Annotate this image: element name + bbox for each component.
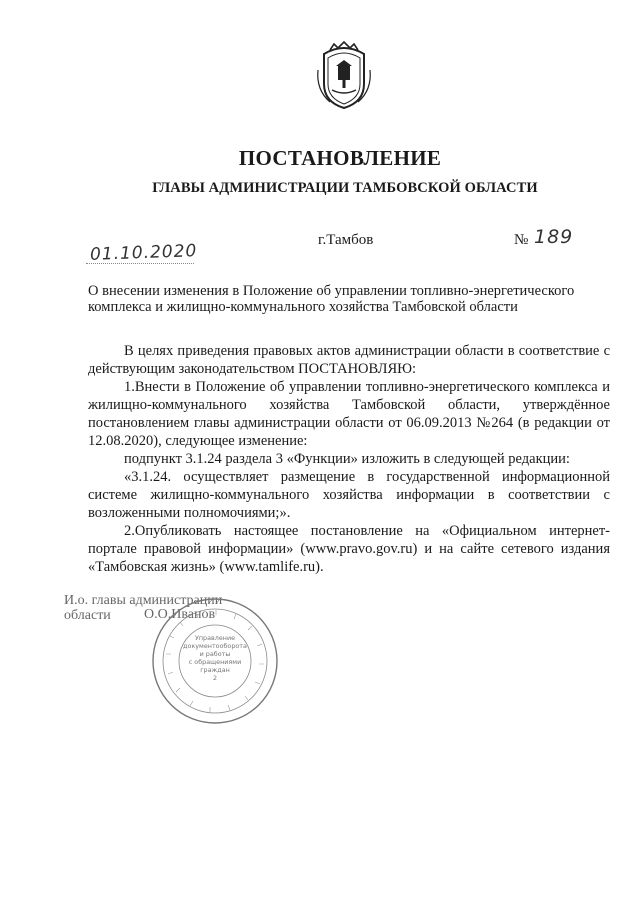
document-title: ПОСТАНОВЛЕНИЕ — [238, 146, 442, 170]
signature-position-line1: И.о. главы администрации — [64, 593, 223, 608]
document-body — [88, 342, 610, 576]
paragraph-subitem: подпункт 3.1.24 раздела 3 «Функции» изложить в следующей редакции: — [124, 451, 570, 467]
document-number: 189 — [534, 226, 574, 248]
date-underline — [86, 263, 194, 264]
paragraph-quote: «3.1.24. осуществляет размещение в государственной информационной системе жилищно-коммунального хозяйства информации в соответствии с возложенными полномочиями;». — [88, 469, 610, 521]
signature-name: О.О.Иванов — [144, 607, 216, 622]
stamp-text: Управление документооборота и работы с обращениями граждан 2 — [183, 634, 247, 682]
document-subtitle: ГЛАВЫ АДМИНИСТРАЦИИ ТАМБОВСКОЙ ОБЛАСТИ — [152, 180, 538, 196]
signature-position-line2: области — [64, 608, 111, 623]
document-subject: О внесении изменения в Положение об управлении топливно-энергетического комплекса и жилищно-коммунального хозяйства Тамбовской области — [88, 283, 575, 315]
document-date: 01.10.2020 — [89, 241, 198, 265]
tambov-coat-of-arms-icon — [314, 40, 374, 110]
document-number-label: № — [514, 232, 529, 248]
paragraph-item-2: 2.Опубликовать настоящее постановление на «Официальном интернет-портале правовой информации» (www.pravo.gov.ru) и на сайте сетевого издания «Тамбовская жизнь» (www.tamlife.ru). — [88, 523, 610, 575]
paragraph-preamble: В целях приведения правовых актов администрации области в соответствие с действующим законодательством ПОСТАНОВЛЯЮ: — [88, 343, 610, 377]
document-city: г.Тамбов — [318, 232, 374, 248]
paragraph-item-1: 1.Внести в Положение об управлении топливно-энергетического комплекса и жилищно-коммунального хозяйства Тамбовской области, утверждённое постановлением главы администрации области от 06.09.2013 №264 (в редакции от 12.08.2020), следующее изменение: — [88, 379, 610, 449]
